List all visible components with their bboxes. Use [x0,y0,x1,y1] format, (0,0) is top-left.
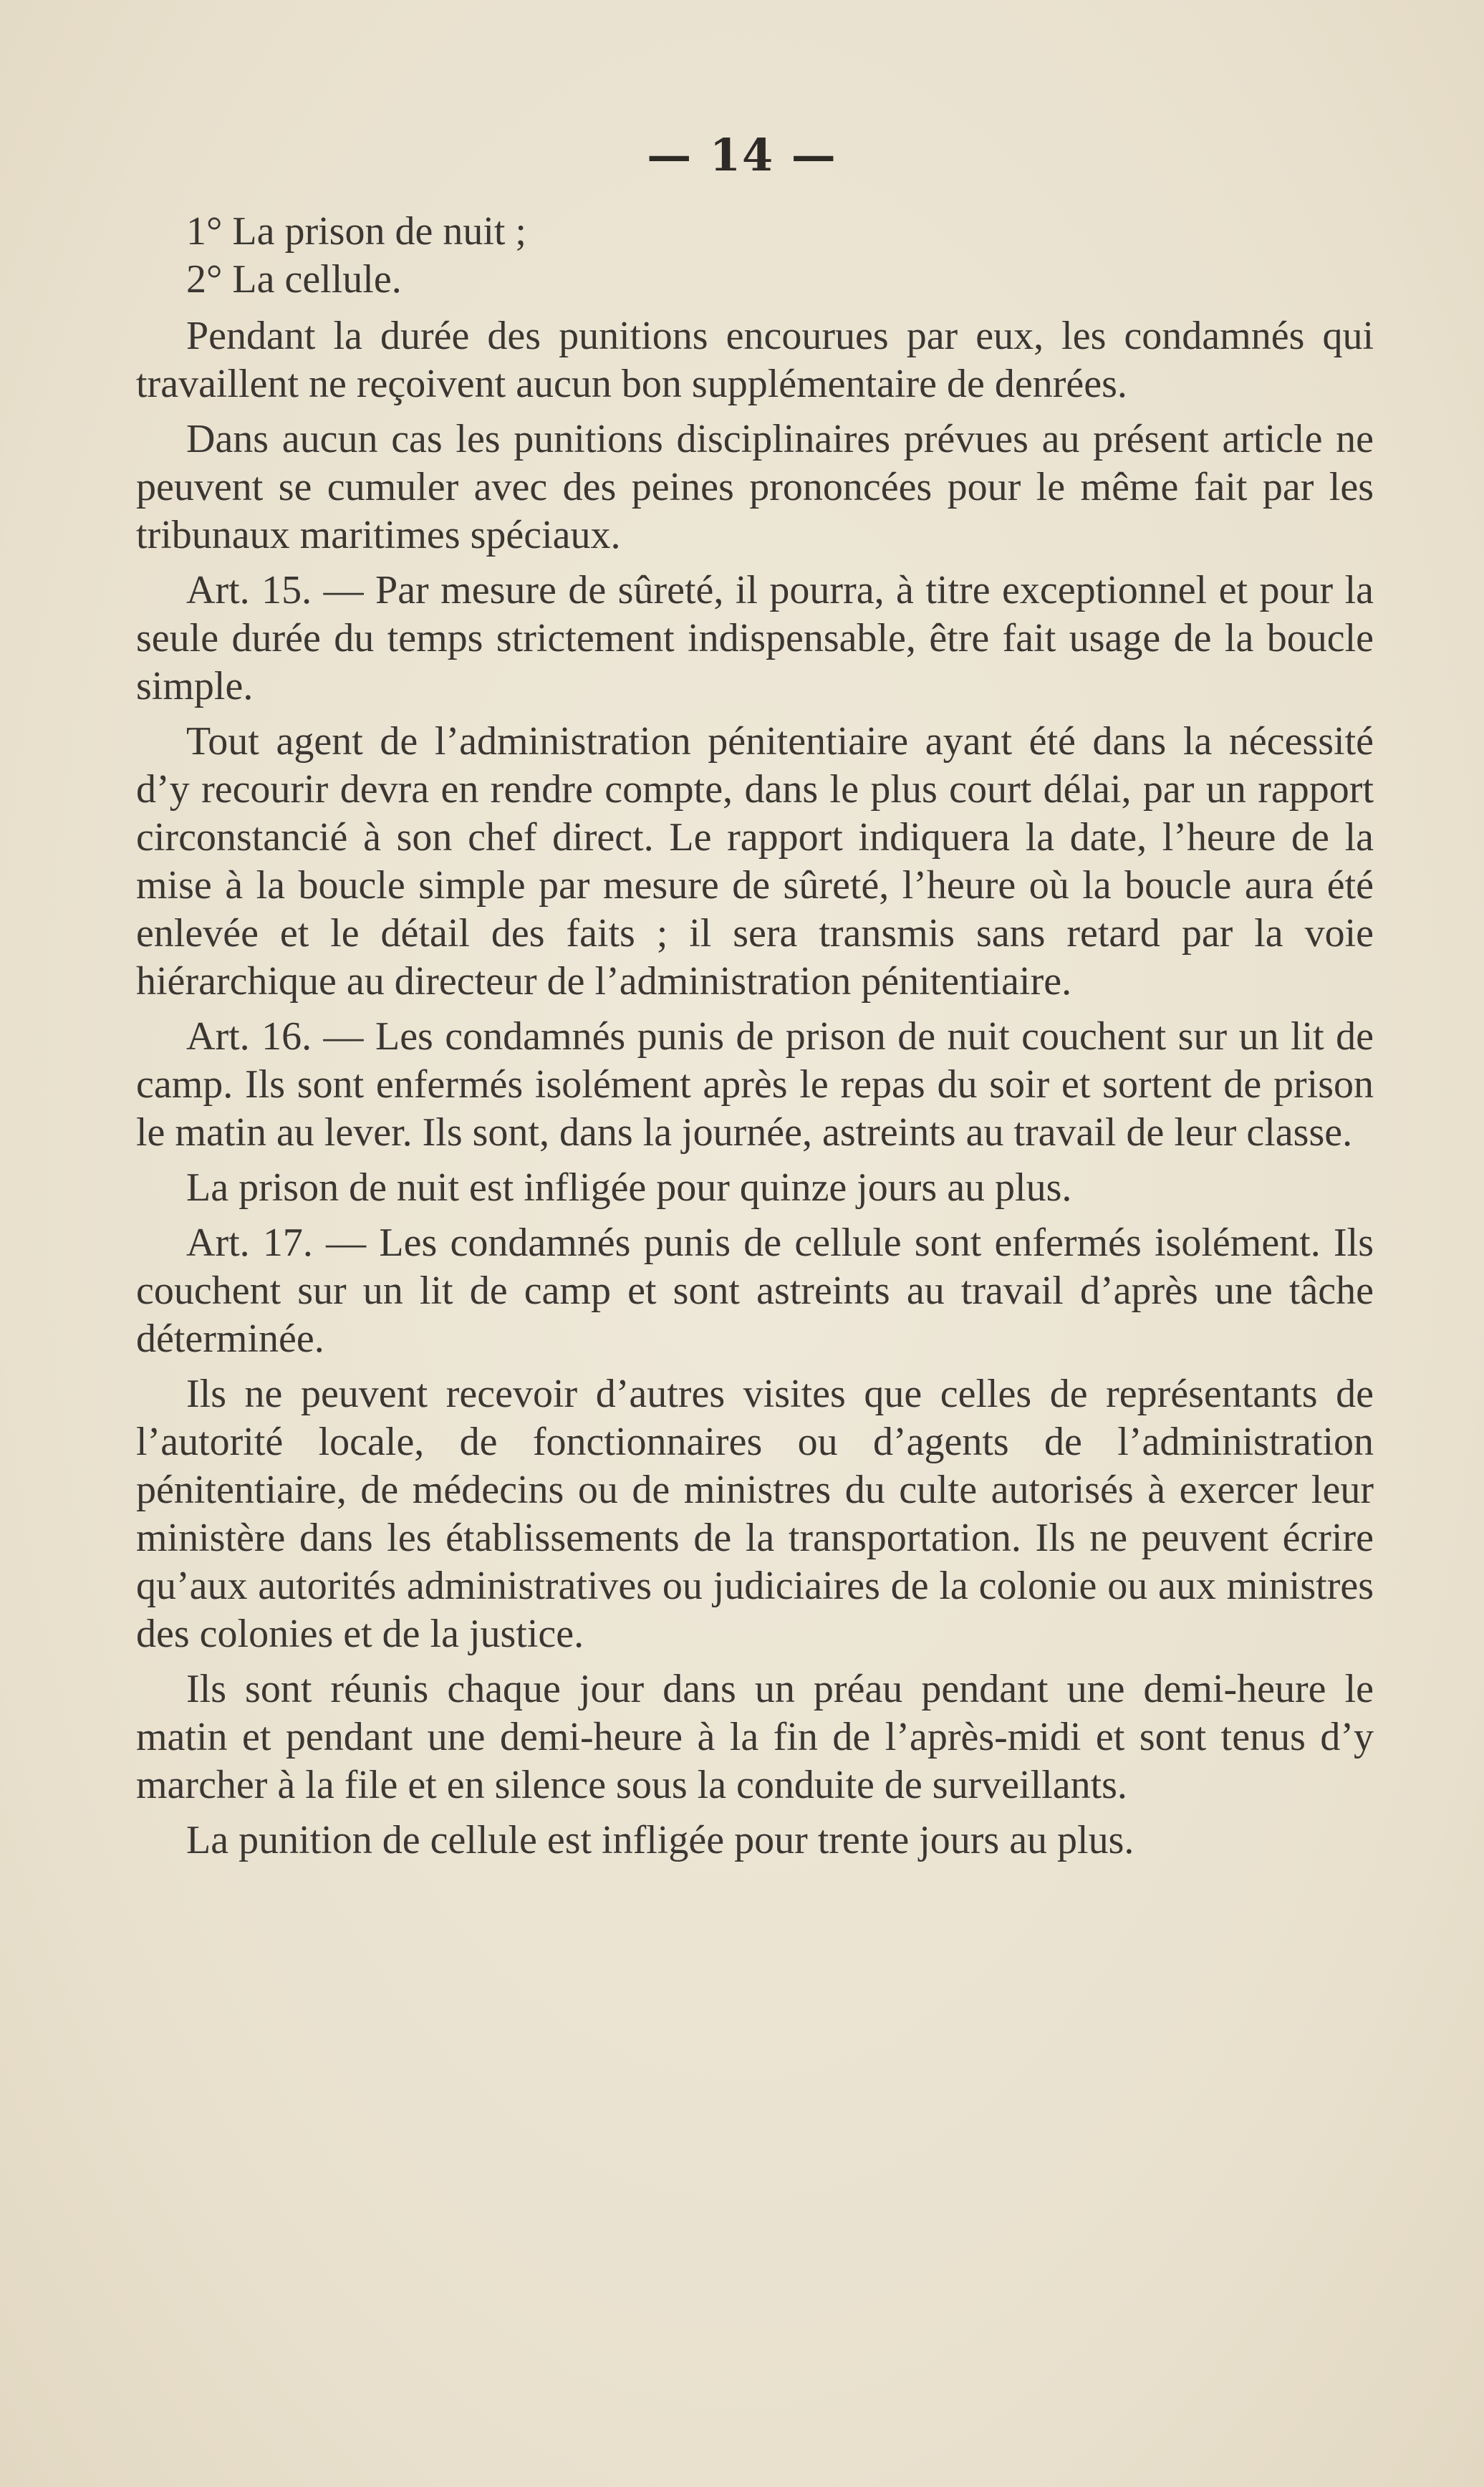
paragraph: Pendant la durée des punitions encourues par eux, les condamnés qui travaillent ne reçoivent aucun bon supplémentaire de denrées. [136,314,1374,406]
paragraph: Tout agent de l’administration pénitentiaire ayant été dans la nécessité d’y recourir devra en rendre compte, dans le plus court délai, par un rapport circonstancié à son chef direct. Le rapport indiquera la date, l’heure de la mise à la boucle simple par mesure de sûreté, l’heure où la boucle aura été enlevée et le détail des faits ; il sera transmis sans retard par la voie hiérarchique au directeur de l’administration pénitentiaire. [136,719,1374,1004]
paragraph: Ils ne peuvent recevoir d’autres visites que celles de représentants de l’autorité locale, de fonctionnaires ou d’agents de l’administration pénitentiaire, de médecins ou de ministres du culte autorisés à exercer leur ministère dans les établissements de la transportation. Ils ne peuvent écrire qu’aux autorités administratives ou judiciaires de la colonie ou aux ministres des colonies et de la justice. [136,1372,1374,1656]
article-15-paragraph: Art. 15. — Par mesure de sûreté, il pourra, à titre exceptionnel et pour la seule durée du temps strictement indispensable, être fait usage de la boucle simple. [136,568,1374,708]
page-number: — 14 — [647,129,837,181]
list-item: 2° La cellule. [186,257,402,302]
paragraph: Ils sont réunis chaque jour dans un préau pendant une demi-heure le matin et pendant une demi-heure à la fin de l’après-midi et sont tenus d’y marcher à la file et en silence sous la conduite de surveillants. [136,1667,1374,1807]
paragraph: Dans aucun cas les punitions disciplinaires prévues au présent article ne peuvent se cumuler avec des peines prononcées pour le même fait par les tribunaux maritimes spéciaux. [136,417,1374,557]
article-17-paragraph: Art. 17. — Les condamnés punis de cellule sont enfermés isolément. Ils couchent sur un lit de camp et sont astreints au travail d’après une tâche déterminée. [136,1221,1374,1361]
paragraph: La prison de nuit est infligée pour quinze jours au plus. [186,1165,1072,1210]
paragraph: La punition de cellule est infligée pour trente jours au plus. [186,1818,1134,1862]
article-16-paragraph: Art. 16. — Les condamnés punis de prison de nuit couchent sur un lit de camp. Ils sont enfermés isolément après le repas du soir et sortent de prison le matin au lever. Ils sont, dans la journée, astreints au travail de leur classe. [136,1014,1374,1155]
body-text [136,208,1374,1872]
list-item: 1° La prison de nuit ; [186,209,526,254]
